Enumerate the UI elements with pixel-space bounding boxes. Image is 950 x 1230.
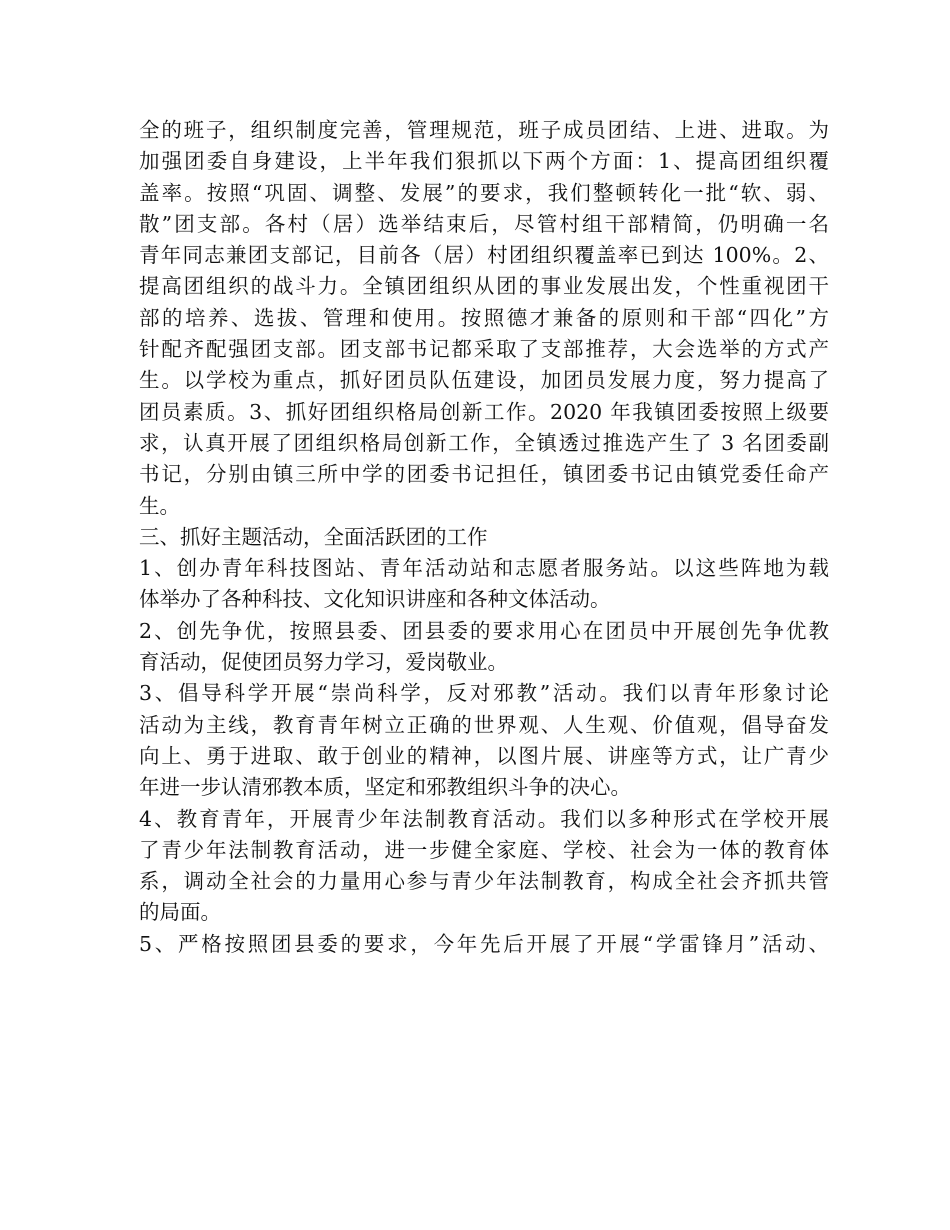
text-line: 生。以学校为重点，抓好团员队伍建设，加团员发展力度，努力提高了 [139,368,829,393]
text-line: 育活动，促使团员努力学习，爱岗敬业。 [139,650,508,675]
text-line: 加强团委自身建设，上半年我们狠抓以下两个方面：1、提高团组织覆 [139,149,829,174]
text-line: 体举办了各种科技、文化知识讲座和各种文体活动。 [139,587,611,612]
text-line: 三、抓好主题活动，全面活跃团的工作 [139,524,488,549]
text-line: 1、创办青年科技图站、青年活动站和志愿者服务站。以这些阵地为载 [139,556,829,581]
text-line: 提高团组织的战斗力。全镇团组织从团的事业发展出发，个性重视团干 [139,274,829,299]
document-body [139,115,829,960]
text-line: 生。 [139,493,180,518]
text-line: 散”团支部。各村（居）选举结束后，尽管村组干部精简，仍明确一名 [139,211,829,236]
text-line: 部的培养、选拔、管理和使用。按照德才兼备的原则和干部“四化”方 [139,305,829,330]
text-line: 4、教育青年，开展青少年法制教育活动。我们以多种形式在学校开展 [139,806,829,831]
text-line: 系，调动全社会的力量用心参与青少年法制教育，构成全社会齐抓共管 [139,869,829,894]
text-line: 活动为主线，教育青年树立正确的世界观、人生观、价值观，倡导奋发 [139,712,829,737]
text-line: 了青少年法制教育活动，进一步健全家庭、学校、社会为一体的教育体 [139,837,829,862]
text-line: 书记，分别由镇三所中学的团委书记担任，镇团委书记由镇党委任命产 [139,462,829,487]
text-line: 团员素质。3、抓好团组织格局创新工作。2020 年我镇团委按照上级要 [139,399,829,424]
text-line: 2、创先争优，按照县委、团县委的要求用心在团员中开展创先争优教 [139,618,829,643]
text-line: 的局面。 [139,900,221,925]
text-line: 年进一步认清邪教本质，坚定和邪教组织斗争的决心。 [139,775,631,800]
text-line: 盖率。按照“巩固、调整、发展”的要求，我们整顿转化一批“软、弱、 [139,180,829,205]
text-line: 青年同志兼团支部记，目前各（居）村团组织覆盖率已到达 100%。2、 [139,243,829,268]
text-line: 3、倡导科学开展“崇尚科学，反对邪教”活动。我们以青年形象讨论 [139,681,829,706]
text-line: 求，认真开展了团组织格局创新工作，全镇透过推选产生了 3 名团委副 [139,430,829,455]
text-line: 全的班子，组织制度完善，管理规范，班子成员团结、上进、进取。为 [139,118,829,142]
text-line: 针配齐配强团支部。团支部书记都采取了支部推荐，大会选举的方式产 [139,337,829,362]
text-line: 向上、勇于进取、敢于创业的精神，以图片展、讲座等方式，让广青少 [139,743,829,768]
text-line: 5、严格按照团县委的要求，今年先后开展了开展“学雷锋月”活动、 [139,931,829,956]
